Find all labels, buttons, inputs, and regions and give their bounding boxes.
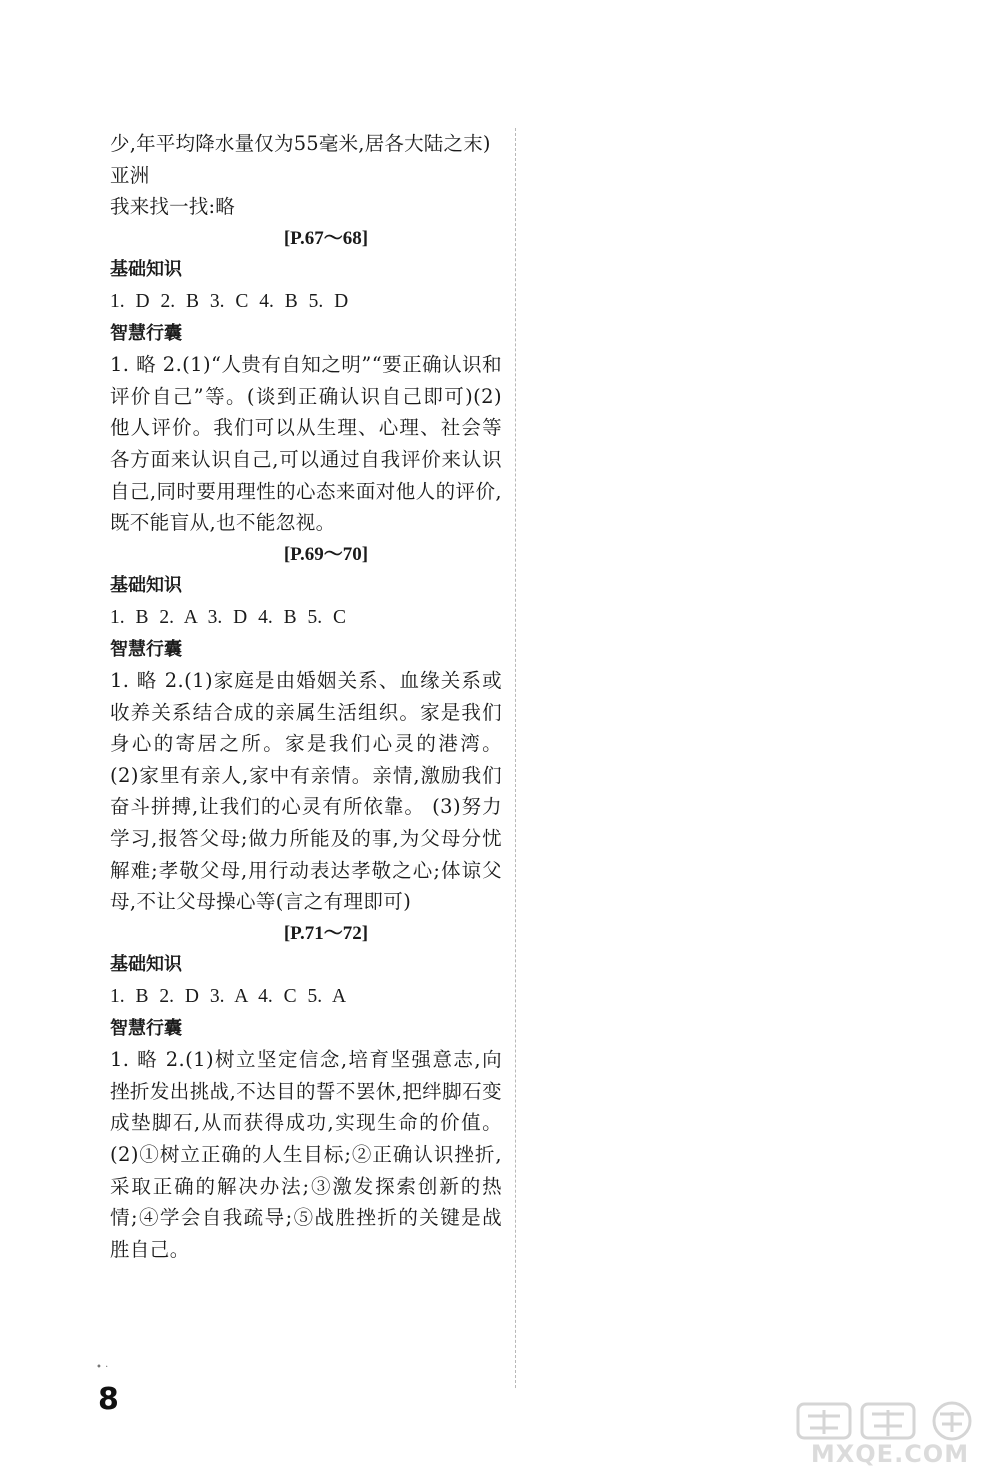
scan-speck: • · xyxy=(96,1362,109,1373)
basic-knowledge-answers: 1. B 2. A 3. D 4. B 5. C xyxy=(110,606,347,628)
basic-knowledge-heading: 基础知识 xyxy=(110,259,182,281)
answer-column xyxy=(110,128,502,1265)
intro-line-2: 亚洲 xyxy=(110,163,150,187)
wisdom-heading: 智慧行囊 xyxy=(110,322,182,344)
page-range-heading: [P.71～72] xyxy=(283,922,369,944)
basic-knowledge-answers: 1. D 2. B 3. C 4. B 5. D xyxy=(110,290,349,312)
page-range-heading: [P.67～68] xyxy=(283,227,369,249)
page-range-heading: [P.69～70] xyxy=(283,543,369,565)
intro-line-3: 我来找一找:略 xyxy=(110,195,235,219)
watermark-logo-icon xyxy=(790,1398,990,1442)
intro-line-1: 少,年平均降水量仅为55毫米,居各大陆之末) xyxy=(110,132,491,155)
column-divider xyxy=(515,128,516,1388)
watermark-url: MXQE.COM xyxy=(810,1440,970,1468)
page-number: 8 xyxy=(98,1382,119,1417)
wisdom-answer-text: 1. 略 2.(1)树立坚定信念,培育坚强意志,向挫折发出挑战,不达目的誓不罢休,把绊脚石变成垫脚石,从而获得成功,实现生命的价值。(2)①树立正确的人生目标;②正确认识挫折,采取正确的解决办法;③激发探索创新的热情;④学会自我疏导;⑤战胜挫折的关键是战胜自己。 xyxy=(110,1048,502,1261)
wisdom-heading: 智慧行囊 xyxy=(110,638,182,660)
basic-knowledge-heading: 基础知识 xyxy=(110,954,182,976)
wisdom-answer-text: 1. 略 2.(1)家庭是由婚姻关系、血缘关系或收养关系结合成的亲属生活组织。家是我们身心的寄居之所。家是我们心灵的港湾。 (2)家里有亲人,家中有亲情。亲情,激励我们奋斗拼搏,让我们的心灵有所依靠。 (3)努力学习,报答父母;做力所能及的事,为父母分忧解难;孝敬父母,用行动表达孝敬之心;体谅父母,不让父母操心等(言之有理即可) xyxy=(110,669,502,914)
watermark xyxy=(790,1398,990,1468)
wisdom-answer-text: 1. 略 2.(1)“人贵有自知之明”“要正确认识和评价自己”等。(谈到正确认识自己即可)(2)他人评价。我们可以从生理、心理、社会等各方面来认识自己,可以通过自我评价来认识自己,同时要用理性的心态来面对他人的评价,既不能盲从,也不能忽视。 xyxy=(110,353,502,535)
wisdom-heading: 智慧行囊 xyxy=(110,1017,182,1039)
basic-knowledge-heading: 基础知识 xyxy=(110,575,182,597)
basic-knowledge-answers: 1. B 2. D 3. A 4. C 5. A xyxy=(110,986,347,1008)
